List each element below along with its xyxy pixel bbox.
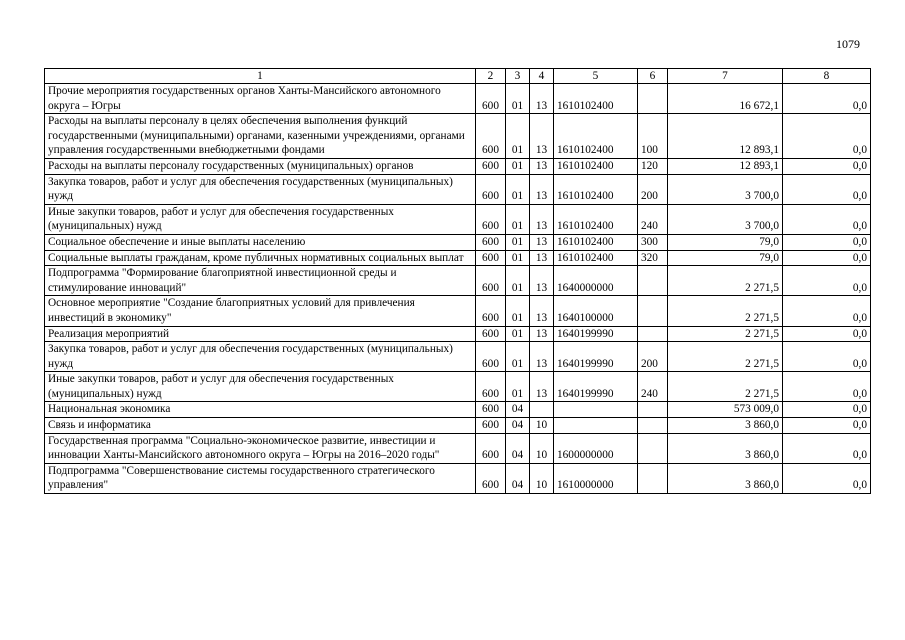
rz-cell: 01 bbox=[506, 372, 530, 402]
sum-2018-cell: 0,0 bbox=[783, 250, 871, 266]
vr-cell bbox=[638, 418, 668, 434]
rz-cell: 01 bbox=[506, 234, 530, 250]
table-row bbox=[45, 250, 871, 266]
table-row bbox=[45, 326, 871, 342]
rz-cell: 01 bbox=[506, 326, 530, 342]
vr-cell: 300 bbox=[638, 234, 668, 250]
pr-cell: 13 bbox=[530, 266, 554, 296]
csr-cell: 1640000000 bbox=[554, 266, 638, 296]
table-row bbox=[45, 296, 871, 326]
table-row bbox=[45, 402, 871, 418]
budget-table bbox=[44, 68, 871, 494]
rz-cell: 04 bbox=[506, 418, 530, 434]
csr-cell: 1640100000 bbox=[554, 296, 638, 326]
sum-2017-cell: 2 271,5 bbox=[668, 266, 783, 296]
table-row bbox=[45, 342, 871, 372]
csr-cell: 1640199990 bbox=[554, 342, 638, 372]
sum-2018-cell: 0,0 bbox=[783, 266, 871, 296]
pr-cell: 10 bbox=[530, 418, 554, 434]
row-name-cell: Иные закупки товаров, работ и услуг для обеспечения государственных (муниципальных) нужд bbox=[45, 204, 476, 234]
vr-cell bbox=[638, 266, 668, 296]
vr-cell bbox=[638, 463, 668, 493]
csr-cell: 1610102400 bbox=[554, 250, 638, 266]
row-name-cell: Государственная программа "Социально-экономическое развитие, инвестиции и инновации Ханты-Мансийского автономного округа – Югры на 2016–2020 годы" bbox=[45, 433, 476, 463]
table-body bbox=[45, 84, 871, 494]
ved-cell: 600 bbox=[476, 174, 506, 204]
vr-cell: 200 bbox=[638, 342, 668, 372]
rz-cell: 04 bbox=[506, 463, 530, 493]
ved-cell: 600 bbox=[476, 234, 506, 250]
pr-cell: 13 bbox=[530, 174, 554, 204]
vr-cell bbox=[638, 402, 668, 418]
sum-2017-cell: 12 893,1 bbox=[668, 114, 783, 159]
rz-cell: 04 bbox=[506, 402, 530, 418]
pr-cell: 13 bbox=[530, 326, 554, 342]
csr-cell: 1610000000 bbox=[554, 463, 638, 493]
row-name-cell: Иные закупки товаров, работ и услуг для обеспечения государственных (муниципальных) нужд bbox=[45, 372, 476, 402]
pr-cell: 13 bbox=[530, 296, 554, 326]
vr-cell bbox=[638, 326, 668, 342]
vr-cell bbox=[638, 296, 668, 326]
rz-cell: 04 bbox=[506, 433, 530, 463]
vr-cell: 200 bbox=[638, 174, 668, 204]
table-row bbox=[45, 114, 871, 159]
ved-cell: 600 bbox=[476, 326, 506, 342]
ved-cell: 600 bbox=[476, 433, 506, 463]
ved-cell: 600 bbox=[476, 84, 506, 114]
rz-cell: 01 bbox=[506, 250, 530, 266]
row-name-cell: Социальное обеспечение и иные выплаты населению bbox=[45, 234, 476, 250]
row-name-cell: Расходы на выплаты персоналу в целях обеспечения выполнения функций государственными (муниципальными) органами, казенными учреждениями, органами управления государственными внебюджетными фондами bbox=[45, 114, 476, 159]
table-row bbox=[45, 266, 871, 296]
header-cell: 1 bbox=[45, 69, 476, 84]
pr-cell: 13 bbox=[530, 342, 554, 372]
vr-cell bbox=[638, 84, 668, 114]
ved-cell: 600 bbox=[476, 342, 506, 372]
sum-2017-cell: 3 860,0 bbox=[668, 418, 783, 434]
sum-2017-cell: 573 009,0 bbox=[668, 402, 783, 418]
sum-2018-cell: 0,0 bbox=[783, 296, 871, 326]
header-cell: 6 bbox=[638, 69, 668, 84]
table-row bbox=[45, 372, 871, 402]
sum-2018-cell: 0,0 bbox=[783, 234, 871, 250]
sum-2017-cell: 12 893,1 bbox=[668, 158, 783, 174]
sum-2017-cell: 79,0 bbox=[668, 250, 783, 266]
pr-cell: 13 bbox=[530, 158, 554, 174]
sum-2017-cell: 16 672,1 bbox=[668, 84, 783, 114]
vr-cell: 320 bbox=[638, 250, 668, 266]
table-row bbox=[45, 234, 871, 250]
sum-2017-cell: 3 700,0 bbox=[668, 174, 783, 204]
ved-cell: 600 bbox=[476, 402, 506, 418]
row-name-cell: Закупка товаров, работ и услуг для обеспечения государственных (муниципальных) нужд bbox=[45, 342, 476, 372]
rz-cell: 01 bbox=[506, 342, 530, 372]
row-name-cell: Подпрограмма "Совершенствование системы государственного стратегического управления" bbox=[45, 463, 476, 493]
csr-cell: 1610102400 bbox=[554, 234, 638, 250]
ved-cell: 600 bbox=[476, 158, 506, 174]
rz-cell: 01 bbox=[506, 204, 530, 234]
csr-cell: 1610102400 bbox=[554, 158, 638, 174]
table-row bbox=[45, 433, 871, 463]
row-name-cell: Прочие мероприятия государственных органов Ханты-Мансийского автономного округа – Югры bbox=[45, 84, 476, 114]
pr-cell: 10 bbox=[530, 433, 554, 463]
csr-cell bbox=[554, 402, 638, 418]
pr-cell: 13 bbox=[530, 250, 554, 266]
pr-cell: 13 bbox=[530, 84, 554, 114]
csr-cell: 1610102400 bbox=[554, 174, 638, 204]
table-row bbox=[45, 174, 871, 204]
table-row bbox=[45, 463, 871, 493]
csr-cell bbox=[554, 418, 638, 434]
row-name-cell: Реализация мероприятий bbox=[45, 326, 476, 342]
ved-cell: 600 bbox=[476, 250, 506, 266]
ved-cell: 600 bbox=[476, 114, 506, 159]
pr-cell: 13 bbox=[530, 372, 554, 402]
sum-2018-cell: 0,0 bbox=[783, 463, 871, 493]
header-cell: 3 bbox=[506, 69, 530, 84]
header-cell: 2 bbox=[476, 69, 506, 84]
sum-2018-cell: 0,0 bbox=[783, 418, 871, 434]
sum-2017-cell: 2 271,5 bbox=[668, 342, 783, 372]
row-name-cell: Основное мероприятие "Создание благоприятных условий для привлечения инвестиций в экономику" bbox=[45, 296, 476, 326]
row-name-cell: Социальные выплаты гражданам, кроме публичных нормативных социальных выплат bbox=[45, 250, 476, 266]
sum-2017-cell: 79,0 bbox=[668, 234, 783, 250]
table-row bbox=[45, 204, 871, 234]
csr-cell: 1610102400 bbox=[554, 114, 638, 159]
sum-2018-cell: 0,0 bbox=[783, 84, 871, 114]
rz-cell: 01 bbox=[506, 266, 530, 296]
sum-2018-cell: 0,0 bbox=[783, 342, 871, 372]
ved-cell: 600 bbox=[476, 463, 506, 493]
ved-cell: 600 bbox=[476, 204, 506, 234]
rz-cell: 01 bbox=[506, 296, 530, 326]
sum-2018-cell: 0,0 bbox=[783, 402, 871, 418]
sum-2017-cell: 2 271,5 bbox=[668, 372, 783, 402]
csr-cell: 1640199990 bbox=[554, 372, 638, 402]
vr-cell bbox=[638, 433, 668, 463]
header-cell: 8 bbox=[783, 69, 871, 84]
ved-cell: 600 bbox=[476, 296, 506, 326]
sum-2018-cell: 0,0 bbox=[783, 372, 871, 402]
ved-cell: 600 bbox=[476, 372, 506, 402]
vr-cell: 120 bbox=[638, 158, 668, 174]
sum-2018-cell: 0,0 bbox=[783, 174, 871, 204]
table-row bbox=[45, 158, 871, 174]
pr-cell: 13 bbox=[530, 204, 554, 234]
row-name-cell: Национальная экономика bbox=[45, 402, 476, 418]
rz-cell: 01 bbox=[506, 114, 530, 159]
pr-cell: 13 bbox=[530, 114, 554, 159]
csr-cell: 1600000000 bbox=[554, 433, 638, 463]
pr-cell: 10 bbox=[530, 463, 554, 493]
vr-cell: 240 bbox=[638, 204, 668, 234]
table-row bbox=[45, 84, 871, 114]
row-name-cell: Подпрограмма "Формирование благоприятной инвестиционной среды и стимулирование инноваций" bbox=[45, 266, 476, 296]
rz-cell: 01 bbox=[506, 84, 530, 114]
pr-cell: 13 bbox=[530, 234, 554, 250]
ved-cell: 600 bbox=[476, 418, 506, 434]
sum-2018-cell: 0,0 bbox=[783, 158, 871, 174]
csr-cell: 1610102400 bbox=[554, 204, 638, 234]
sum-2018-cell: 0,0 bbox=[783, 326, 871, 342]
sum-2018-cell: 0,0 bbox=[783, 114, 871, 159]
sum-2017-cell: 2 271,5 bbox=[668, 326, 783, 342]
header-cell: 4 bbox=[530, 69, 554, 84]
sum-2017-cell: 3 860,0 bbox=[668, 433, 783, 463]
rz-cell: 01 bbox=[506, 174, 530, 204]
row-name-cell: Расходы на выплаты персоналу государственных (муниципальных) органов bbox=[45, 158, 476, 174]
sum-2017-cell: 3 700,0 bbox=[668, 204, 783, 234]
row-name-cell: Закупка товаров, работ и услуг для обеспечения государственных (муниципальных) нужд bbox=[45, 174, 476, 204]
header-cell: 7 bbox=[668, 69, 783, 84]
sum-2017-cell: 3 860,0 bbox=[668, 463, 783, 493]
pr-cell bbox=[530, 402, 554, 418]
header-cell: 5 bbox=[554, 69, 638, 84]
vr-cell: 240 bbox=[638, 372, 668, 402]
csr-cell: 1610102400 bbox=[554, 84, 638, 114]
header-row bbox=[45, 69, 871, 84]
table-row bbox=[45, 418, 871, 434]
page-number: 1079 bbox=[836, 37, 860, 51]
ved-cell: 600 bbox=[476, 266, 506, 296]
row-name-cell: Связь и информатика bbox=[45, 418, 476, 434]
sum-2018-cell: 0,0 bbox=[783, 433, 871, 463]
sum-2018-cell: 0,0 bbox=[783, 204, 871, 234]
csr-cell: 1640199990 bbox=[554, 326, 638, 342]
vr-cell: 100 bbox=[638, 114, 668, 159]
rz-cell: 01 bbox=[506, 158, 530, 174]
sum-2017-cell: 2 271,5 bbox=[668, 296, 783, 326]
